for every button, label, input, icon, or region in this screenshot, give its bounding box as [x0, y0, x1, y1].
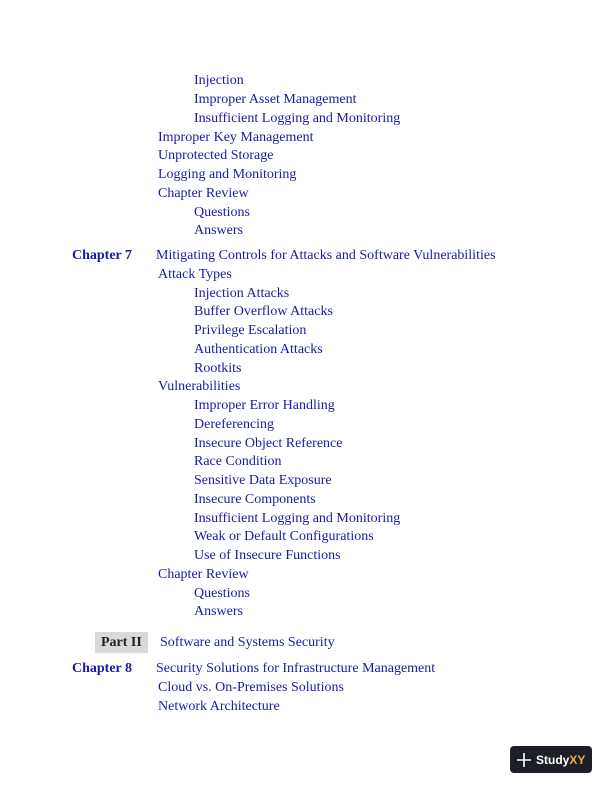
toc-entry-attack-types[interactable]: Attack Types [158, 267, 232, 282]
badge-brand [536, 753, 585, 767]
toc-entry-questions[interactable]: Questions [194, 205, 250, 220]
studyxy-badge[interactable] [510, 746, 592, 773]
toc-entry-network-architecture[interactable]: Network Architecture [158, 699, 280, 714]
toc-entry-insecure-object-reference[interactable]: Insecure Object Reference [194, 436, 343, 451]
badge-brand-accent: XY [569, 752, 586, 767]
part-2-title[interactable]: Software and Systems Security [160, 635, 335, 650]
toc-entry-improper-key-management[interactable]: Improper Key Management [158, 130, 314, 145]
toc-entry-rootkits[interactable]: Rootkits [194, 361, 242, 376]
toc-entry-weak-default-configurations[interactable]: Weak or Default Configurations [194, 529, 374, 544]
toc-entry-questions-7[interactable]: Questions [194, 586, 250, 601]
toc-entry-race-condition[interactable]: Race Condition [194, 454, 282, 469]
toc-entry-improper-error-handling[interactable]: Improper Error Handling [194, 398, 335, 413]
toc-entry-privilege-escalation[interactable]: Privilege Escalation [194, 323, 307, 338]
chapter-7-title[interactable]: Mitigating Controls for Attacks and Software Vulnerabilities [156, 248, 496, 263]
toc-entry-dereferencing[interactable]: Dereferencing [194, 417, 275, 432]
toc-entry-authentication-attacks[interactable]: Authentication Attacks [194, 342, 323, 357]
toc-entry-insufficient-logging[interactable]: Insufficient Logging and Monitoring [194, 111, 401, 126]
badge-brand-main: Study [536, 752, 570, 767]
toc-entry-cloud-vs-on-premises[interactable]: Cloud vs. On-Premises Solutions [158, 680, 344, 695]
toc-entry-insecure-components[interactable]: Insecure Components [194, 492, 316, 507]
toc-entry-injection-attacks[interactable]: Injection Attacks [194, 286, 290, 301]
toc-entry-unprotected-storage[interactable]: Unprotected Storage [158, 148, 274, 163]
toc-entry-answers-7[interactable]: Answers [194, 604, 243, 619]
toc-entry-chapter-review-7[interactable]: Chapter Review [158, 567, 249, 582]
chapter-7-label[interactable]: Chapter 7 [72, 248, 133, 263]
chapter-8-title[interactable]: Security Solutions for Infrastructure Management [156, 661, 436, 676]
toc-entry-chapter-review[interactable]: Chapter Review [158, 186, 249, 201]
toc-entry-vulnerabilities[interactable]: Vulnerabilities [158, 379, 241, 394]
toc-entry-insecure-functions[interactable]: Use of Insecure Functions [194, 548, 341, 563]
toc-entry-improper-asset-management[interactable]: Improper Asset Management [194, 92, 357, 107]
toc-entry-insufficient-logging-monitoring[interactable]: Insufficient Logging and Monitoring [194, 511, 401, 526]
toc-entry-injection[interactable]: Injection [194, 73, 244, 88]
toc-entry-sensitive-data-exposure[interactable]: Sensitive Data Exposure [194, 473, 332, 488]
part-2-label: Part II [101, 635, 142, 650]
chapter-8-label[interactable]: Chapter 8 [72, 661, 133, 676]
plus-sparkle-icon [516, 752, 532, 768]
toc-entry-buffer-overflow-attacks[interactable]: Buffer Overflow Attacks [194, 304, 333, 319]
toc-entry-answers[interactable]: Answers [194, 223, 243, 238]
toc-entry-logging-and-monitoring[interactable]: Logging and Monitoring [158, 167, 297, 182]
